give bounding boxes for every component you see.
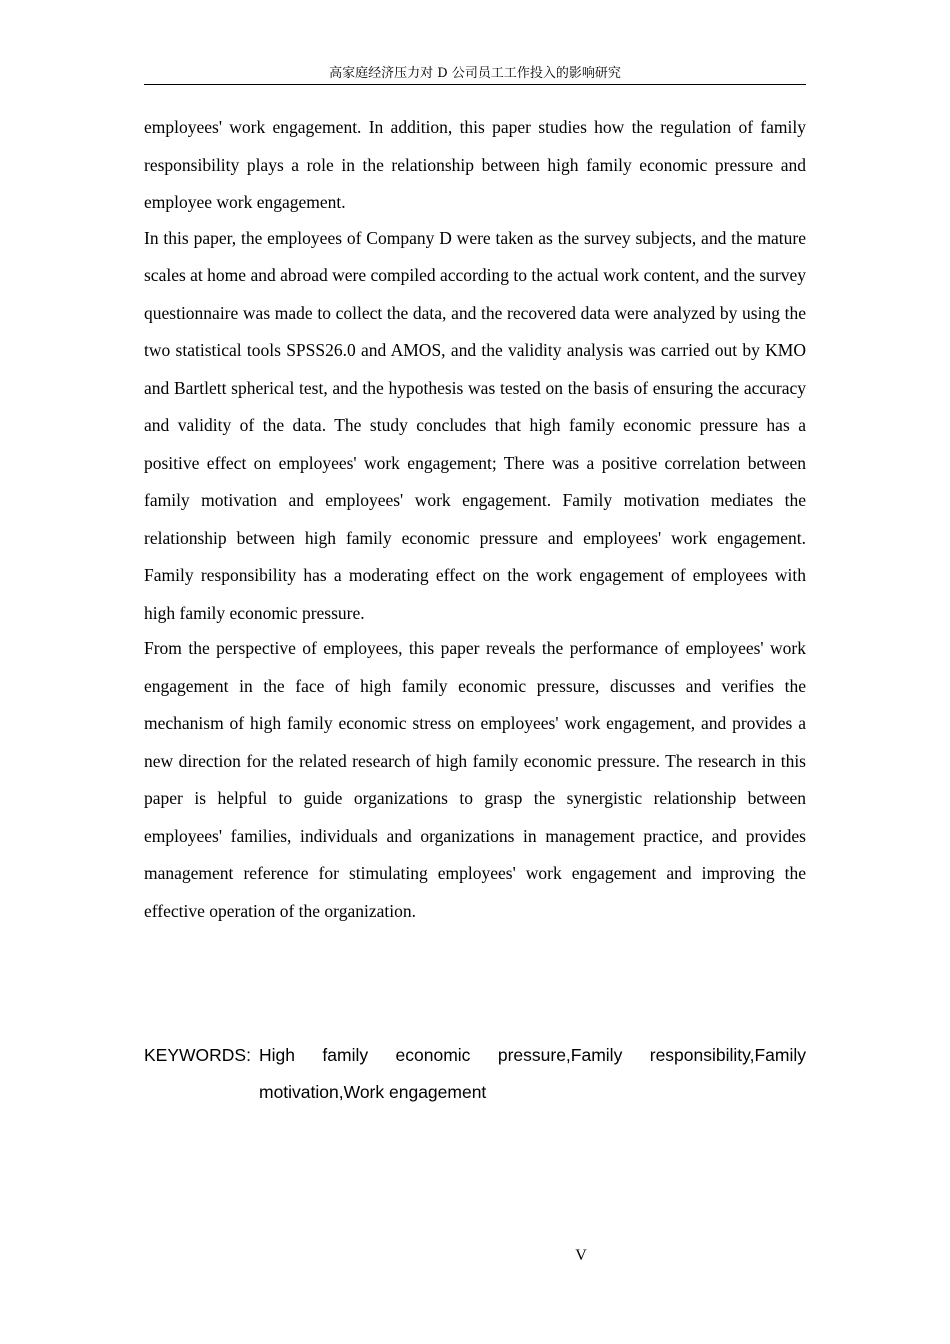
abstract-paragraph-2: In this paper, the employees of Company D were taken as the survey subjects, and the mature scales at home and abroad were compiled according to the actual work content, and the survey questionnaire was made to collect the data, and the recovered data were analyzed by using the two statistical tools SPSS26.0 and AMOS, and the validity analysis was carried out by KMO and Bartlett spherical test, and the hypothesis was tested on the basis of ensuring the accuracy and validity of the data. The study concludes that high family economic pressure has a positive effect on employees' work engagement; There was a positive correlation between family motivation and employees' work engagement. Family motivation mediates the relationship between high family economic pressure and employees' work engagement. Family responsibility has a moderating effect on the work engagement of employees with high family economic pressure.	[144, 227, 806, 623]
page-number: V	[575, 1247, 587, 1264]
abstract-paragraph-3: From the perspective of employees, this paper reveals the performance of employees' work engagement in the face of high family economic pressure, discusses and verifies the mechanism of high family economic stress on employees' work engagement, and provides a new direction for the related research of high family economic pressure. The research in this paper is helpful to guide organizations to grasp the synergistic relationship between employees' families, individuals and organizations in management practice, and provides management reference for stimulating employees' work engagement and improving the effective operation of the organization.	[144, 638, 806, 921]
keywords-section	[144, 1037, 806, 1111]
keywords-list: High family economic pressure,Family responsibility,Family motivation,Work engagement	[259, 1045, 806, 1102]
keywords-label: KEYWORDS:	[144, 1045, 251, 1065]
abstract-paragraph-1: employees' work engagement. In addition, this paper studies how the regulation of family responsibility plays a role in the relationship between high family economic pressure and employee work engagement.	[144, 117, 806, 212]
abstract-body	[144, 109, 806, 930]
running-header: 高家庭经济压力对 D 公司员工工作投入的影响研究	[144, 64, 806, 85]
